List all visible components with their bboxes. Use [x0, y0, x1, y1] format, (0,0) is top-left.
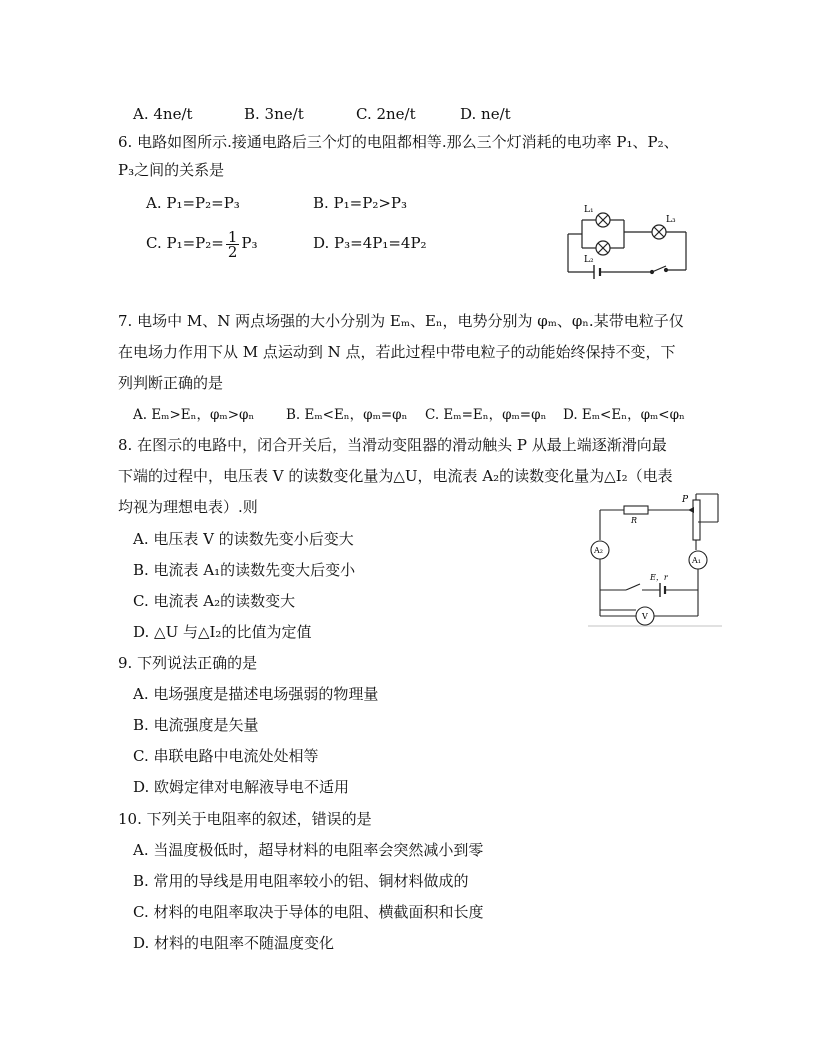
- q7-stem-line2: 在电场力作用下从 M 点运动到 N 点，若此过程中带电粒子的动能始终保持不变，下: [118, 343, 676, 361]
- fraction-denominator: 2: [227, 242, 238, 261]
- q6-option-b: B. P₁=P₂>P₃: [313, 194, 408, 212]
- q5-option-b: B. 3ne/t: [244, 105, 304, 123]
- q10-option-d: D. 材料的电阻率不随温度变化: [133, 934, 335, 952]
- q8-stem-line3: 均视为理想电表）.则: [118, 498, 258, 516]
- q8-figure-label-v: V: [642, 612, 648, 621]
- q7-option-c: C. Eₘ=Eₙ，φₘ=φₙ: [425, 407, 547, 423]
- q8-circuit-diagram: [588, 490, 728, 630]
- q9-option-b: B. 电流强度是矢量: [133, 716, 259, 734]
- q6-option-c-fraction: [226, 227, 240, 261]
- q6-option-c: [146, 228, 257, 259]
- q7-stem-line3: 列判断正确的是: [118, 374, 224, 392]
- q6-stem-line2: P₃之间的关系是: [118, 161, 225, 179]
- q8-figure-label-er: E，r: [650, 573, 668, 582]
- q8-figure-label-a2: A₂: [594, 546, 603, 555]
- q7-option-a: A. Eₘ>Eₙ，φₘ>φₙ: [133, 407, 255, 423]
- q6-figure-label-l2: L₂: [584, 255, 594, 265]
- q6-figure-label-l1: L₁: [584, 205, 594, 215]
- q5-option-c: C. 2ne/t: [356, 105, 416, 123]
- q8-figure-label-a1: A₁: [692, 556, 701, 565]
- q10-option-a: A. 当温度极低时，超导材料的电阻率会突然减小到零: [133, 841, 484, 859]
- q6-option-a: A. P₁=P₂=P₃: [146, 194, 240, 212]
- q9-option-c: C. 串联电路中电流处处相等: [133, 747, 319, 765]
- q7-stem-line1: 7. 电场中 M、N 两点场强的大小分别为 Eₘ、Eₙ，电势分别为 φₘ、φₙ.某带电粒子仅: [118, 312, 684, 330]
- fraction-numerator: 1: [227, 227, 238, 246]
- q6-option-c-text: C. P₁=P₂=: [146, 234, 224, 252]
- q6-figure-label-l3: L₃: [666, 215, 676, 225]
- q7-option-d: D. Eₘ<Eₙ，φₘ<φₙ: [563, 407, 685, 423]
- q8-option-c: C. 电流表 A₂的读数变大: [133, 592, 296, 610]
- q9-option-a: A. 电场强度是描述电场强弱的物理量: [133, 685, 379, 703]
- q6-option-d: D. P₃=4P₁=4P₂: [313, 234, 427, 252]
- q9-stem: 9. 下列说法正确的是: [118, 654, 258, 672]
- q5-option-d: D. ne/t: [460, 105, 511, 123]
- q10-option-b: B. 常用的导线是用电阻率较小的铝、铜材料做成的: [133, 872, 469, 890]
- q8-option-b: B. 电流表 A₁的读数先变大后变小: [133, 561, 356, 579]
- q6-circuit-diagram: [560, 200, 695, 280]
- q8-option-a: A. 电压表 V 的读数先变小后变大: [133, 530, 354, 548]
- q6-stem-line1: 6. 电路如图所示.接通电路后三个灯的电阻都相等.那么三个灯消耗的电功率 P₁、P₂、: [118, 133, 679, 151]
- q6-option-c-tail: P₃: [241, 234, 258, 252]
- q10-stem: 10. 下列关于电阻率的叙述，错误的是: [118, 810, 372, 828]
- slider-arrow-icon: [688, 507, 694, 513]
- q7-option-b: B. Eₘ<Eₙ，φₘ=φₙ: [286, 407, 408, 423]
- q8-figure-label-p: P: [682, 495, 689, 505]
- q5-option-a: A. 4ne/t: [133, 105, 193, 123]
- q8-stem-line1: 8. 在图示的电路中，闭合开关后，当滑动变阻器的滑动触头 P 从最上端逐渐滑向最: [118, 436, 667, 454]
- q8-stem-line2: 下端的过程中，电压表 V 的读数变化量为△U，电流表 A₂的读数变化量为△I₂（电表: [118, 467, 673, 485]
- q10-option-c: C. 材料的电阻率取决于导体的电阻、横截面积和长度: [133, 903, 484, 921]
- q8-figure-label-r: R: [631, 516, 638, 525]
- q8-option-d: D. △U 与△I₂的比值为定值: [133, 623, 312, 641]
- q9-option-d: D. 欧姆定律对电解液导电不适用: [133, 778, 350, 796]
